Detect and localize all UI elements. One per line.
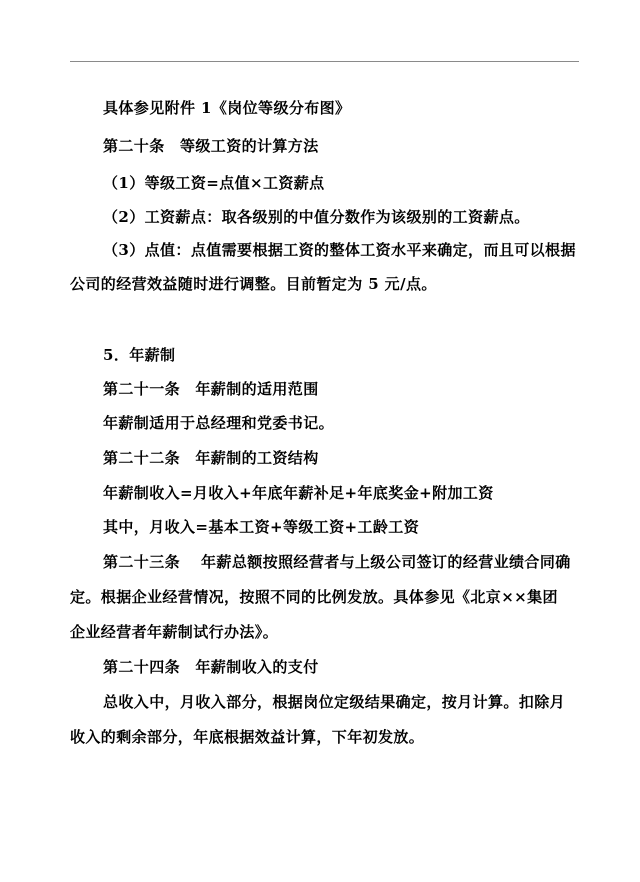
section-heading: 第二十四条 年薪制收入的支付: [103, 658, 319, 676]
text-line: 年薪制收入=月收入+年底年薪补足+年底奖金+附加工资: [103, 484, 494, 502]
text-line: 公司的经营效益随时进行调整。目前暂定为 5 元/点。: [70, 275, 437, 293]
text-line: 具体参见附件 1《岗位等级分布图》: [103, 99, 351, 117]
section-heading: 第二十条 等级工资的计算方法: [103, 137, 319, 155]
text-line: 收入的剩余部分，年底根据效益计算，下年初发放。: [70, 728, 425, 746]
text-line: （1）等级工资=点值×工资薪点: [103, 174, 325, 192]
text-line: （3）点值：点值需要根据工资的整体工资水平来确定，而且可以根据: [103, 241, 576, 259]
section-heading: 第二十二条 年薪制的工资结构: [103, 449, 319, 467]
text-line: 其中，月收入=基本工资+等级工资+工龄工资: [103, 518, 420, 536]
section-heading: 第二十一条 年薪制的适用范围: [103, 380, 319, 398]
header-rule: [70, 61, 579, 62]
text-line: 总收入中，月收入部分，根据岗位定级结果确定，按月计算。扣除月: [103, 693, 566, 711]
text-line: 年薪制适用于总经理和党委书记。: [103, 414, 335, 432]
text-line: 企业经营者年薪制试行办法》。: [70, 623, 279, 641]
section-heading: 5．年薪制: [103, 346, 176, 364]
text-line: （2）工资薪点：取各级别的中值分数作为该级别的工资薪点。: [103, 208, 530, 226]
text-line: 定。根据企业经营情况，按照不同的比例发放。具体参见《北京××集团: [70, 588, 558, 606]
text-line: 第二十三条 年薪总额按照经营者与上级公司签订的经营业绩合同确: [103, 553, 571, 571]
